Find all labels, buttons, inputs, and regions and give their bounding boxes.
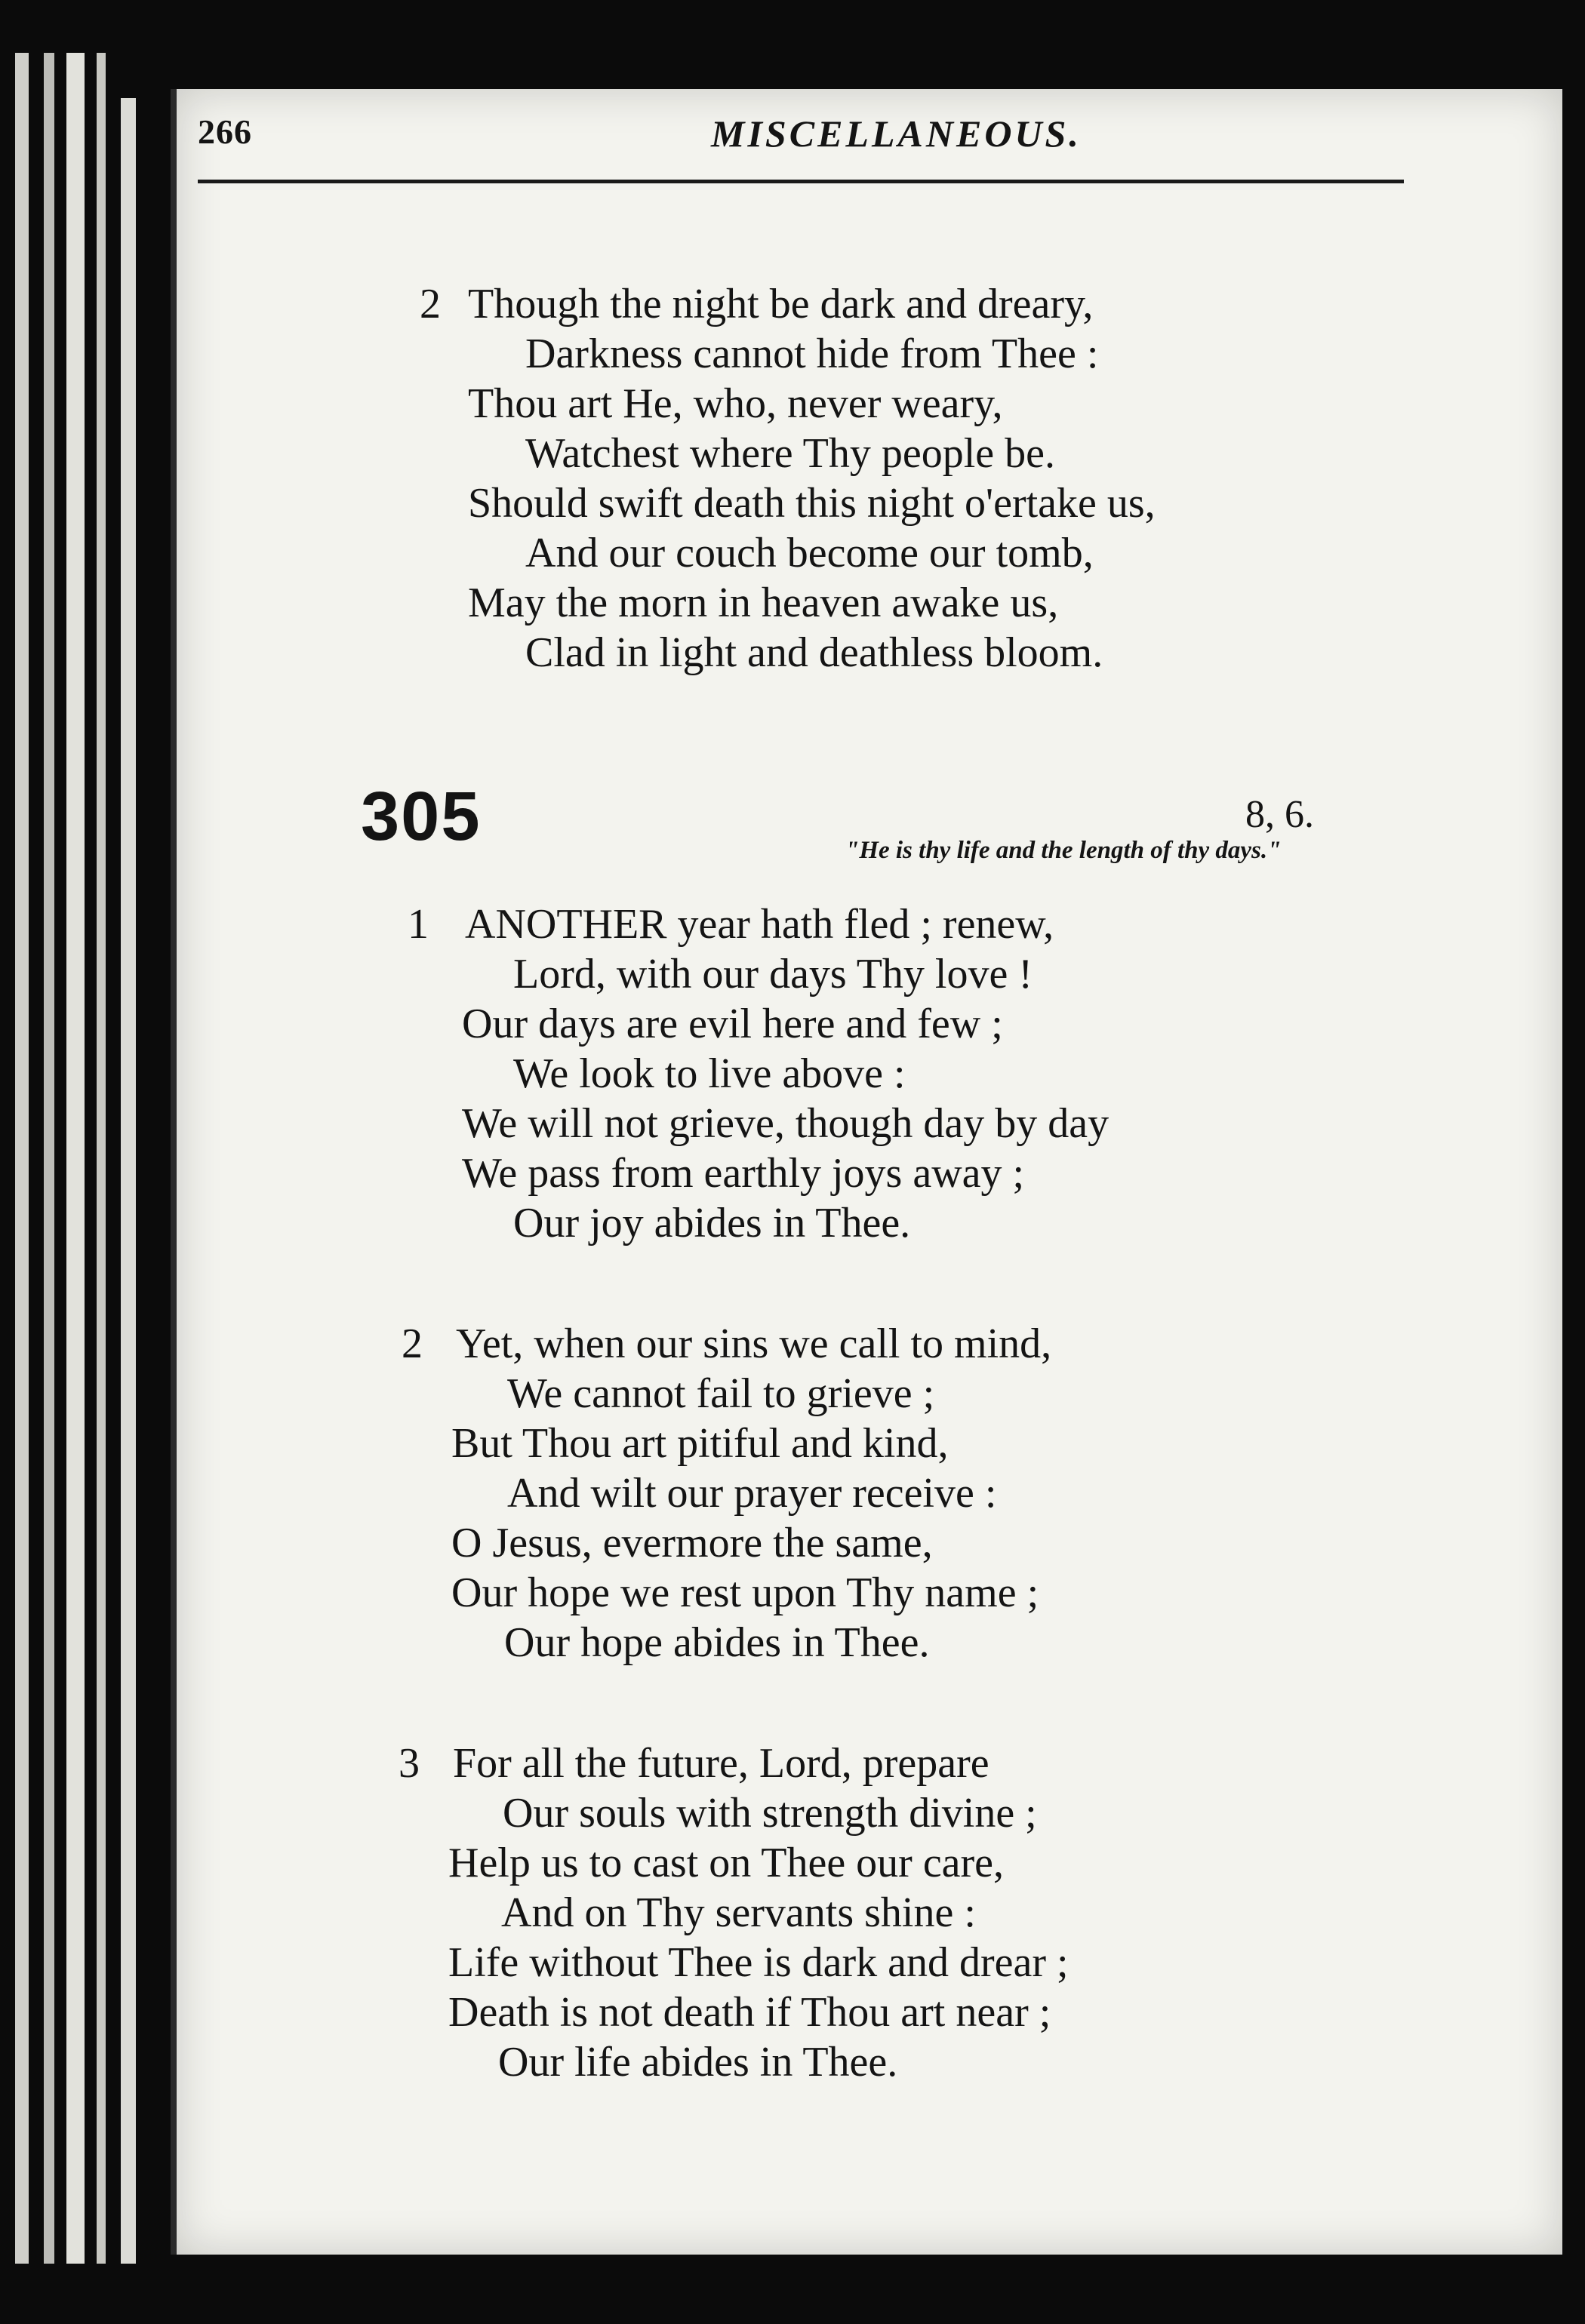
verse-line: And on Thy servants shine : xyxy=(501,1889,976,1936)
prev-hymn-stanza xyxy=(420,279,1401,702)
hymn-stanza-3 xyxy=(399,1738,1380,2101)
verse-line: We will not grieve, though day by day xyxy=(462,1100,1110,1147)
hymn-meter: 8, 6. xyxy=(1245,793,1314,836)
header-rule xyxy=(198,180,1404,183)
verse-line: But Thou art pitiful and kind, xyxy=(451,1420,949,1467)
verse-line: And our couch become our tomb, xyxy=(525,530,1094,576)
verse-line xyxy=(465,899,1054,949)
verse-line: O Jesus, evermore the same, xyxy=(451,1520,933,1566)
verse-line: Yet, when our sins we call to mind, xyxy=(456,1320,1052,1367)
book-page-edge xyxy=(44,53,54,2264)
verse-line: Our hope abides in Thee. xyxy=(504,1619,930,1666)
verse-line: Our hope we rest upon Thy name ; xyxy=(451,1569,1039,1616)
book-page-edge xyxy=(97,53,106,2264)
hymn-number: 305 xyxy=(361,778,482,855)
verse-line: Clad in light and deathless bloom. xyxy=(525,629,1103,676)
book-page-edge xyxy=(121,98,136,2264)
verse-line: Our days are evil here and few ; xyxy=(462,1001,1003,1047)
verse-line: We cannot fail to grieve ; xyxy=(507,1370,935,1417)
verse-line: We look to live above : xyxy=(513,1050,906,1097)
verse-line: Thou art He, who, never weary, xyxy=(468,380,1003,427)
verse-line: Watchest where Thy people be. xyxy=(525,430,1055,477)
verse-line: We pass from earthly joys away ; xyxy=(462,1150,1025,1197)
verse-line: Help us to cast on Thee our care, xyxy=(448,1840,1005,1886)
stanza-number: 3 xyxy=(399,1740,420,1787)
verse-line: Should swift death this night o'ertake us, xyxy=(468,480,1156,527)
stanza-number: 2 xyxy=(420,281,441,327)
page-header xyxy=(198,112,1404,164)
hymn-stanza-2 xyxy=(402,1319,1383,1681)
verse-line: For all the future, Lord, prepare xyxy=(453,1740,989,1787)
initial-word: ANOTHER xyxy=(465,901,667,948)
verse-line: Our life abides in Thee. xyxy=(498,2039,898,2086)
verse-line: Though the night be dark and dreary, xyxy=(468,281,1094,327)
verse-line: Our joy abides in Thee. xyxy=(513,1200,911,1247)
stanza-number: 2 xyxy=(402,1320,423,1367)
verse-line: Life without Thee is dark and drear ; xyxy=(448,1939,1069,1986)
verse-line: And wilt our prayer receive : xyxy=(507,1470,997,1517)
hymn-stanza-1 xyxy=(408,899,1389,1262)
verse-line: Death is not death if Thou art near ; xyxy=(448,1989,1051,2036)
book-page-edge xyxy=(15,53,29,2264)
stanza-number: 1 xyxy=(408,901,429,948)
verse-line: Darkness cannot hide from Thee : xyxy=(525,330,1099,377)
running-title: MISCELLANEOUS. xyxy=(711,112,1082,155)
verse-line: Lord, with our days Thy love ! xyxy=(513,951,1033,998)
book-page-edge xyxy=(66,53,85,2264)
verse-line: Our souls with strength divine ; xyxy=(503,1790,1037,1837)
hymn-epigraph: "He is thy life and the length of thy days." xyxy=(845,837,1282,864)
verse-line-rest: year hath fled ; renew, xyxy=(666,901,1054,948)
page-number: 266 xyxy=(198,112,252,151)
verse-line: May the morn in heaven awake us, xyxy=(468,579,1059,626)
